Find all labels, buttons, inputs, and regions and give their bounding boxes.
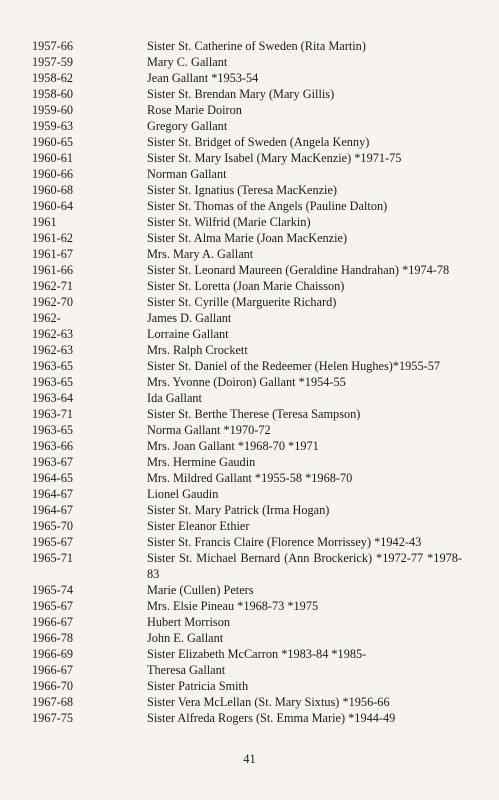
entry-years: 1966-67 [32, 663, 73, 677]
entry-years: 1963-66 [32, 439, 73, 453]
entry-name: Sister St. Daniel of the Redeemer (Helen Hughes)*1955-57 [147, 359, 440, 373]
list-item [32, 646, 462, 662]
entry-name: Mrs. Elsie Pineau *1968-73 *1975 [147, 599, 319, 613]
entry-years: 1957-66 [32, 39, 73, 53]
entry-years: 1960-61 [32, 151, 73, 165]
entry-years: 1957-59 [32, 55, 73, 69]
entry-years: 1963-64 [32, 391, 73, 405]
list-item [32, 406, 462, 422]
list-item [32, 198, 462, 214]
list-item [32, 662, 462, 678]
entry-years: 1962- [32, 311, 61, 325]
entry-name: Sister St. Brendan Mary (Mary Gillis) [147, 87, 335, 101]
entry-name: Mrs. Yvonne (Doiron) Gallant *1954-55 [147, 375, 346, 389]
list-item [32, 118, 462, 134]
entry-name: Sister St. Wilfrid (Marie Clarkin) [147, 215, 311, 229]
entry-years: 1962-70 [32, 295, 73, 309]
entry-name: James D. Gallant [147, 311, 232, 325]
entry-name: Sister Alfreda Rogers (St. Emma Marie) *1944-49 [147, 711, 396, 725]
entry-years: 1961-67 [32, 247, 73, 261]
entry-years: 1961 [32, 215, 57, 229]
entry-name: Sister St. Cyrille (Marguerite Richard) [147, 295, 337, 309]
entry-name: Sister Eleanor Ethier [147, 519, 250, 533]
list-item [32, 38, 462, 54]
entry-name: Rose Marie Doiron [147, 103, 242, 117]
entry-name: Sister Elizabeth McCarron *1983-84 *1985- [147, 647, 367, 661]
entry-years: 1966-67 [32, 615, 73, 629]
list-item [32, 550, 462, 582]
entry-name: Mrs. Mary A. Gallant [147, 247, 254, 261]
list-item [32, 390, 462, 406]
list-item [32, 502, 462, 518]
entry-name: Gregory Gallant [147, 119, 228, 133]
entry-years: 1958-60 [32, 87, 73, 101]
entry-years: 1966-70 [32, 679, 73, 693]
list-item [32, 710, 462, 726]
list-item [32, 230, 462, 246]
entry-name: Mrs. Joan Gallant *1968-70 *1971 [147, 439, 319, 453]
list-item [32, 582, 462, 598]
entry-name: Mrs. Ralph Crockett [147, 343, 248, 357]
entry-years: 1958-62 [32, 71, 73, 85]
entry-name: Sister St. Catherine of Sweden (Rita Martin) [147, 39, 366, 53]
list-item [32, 342, 462, 358]
entry-years: 1965-67 [32, 535, 73, 549]
entry-name: Hubert Morrison [147, 615, 230, 629]
entry-name: Sister St. Alma Marie (Joan MacKenzie) [147, 231, 348, 245]
entry-years: 1962-63 [32, 343, 73, 357]
list-item [32, 262, 462, 278]
entry-name: Mary C. Gallant [147, 55, 228, 69]
entry-name: Norma Gallant *1970-72 [147, 423, 271, 437]
list-item [32, 598, 462, 614]
entry-name: Sister St. Mary Isabel (Mary MacKenzie) *1971-75 [147, 151, 402, 165]
list-item [32, 678, 462, 694]
list-item [32, 518, 462, 534]
entry-years: 1967-75 [32, 711, 73, 725]
list-item [32, 486, 462, 502]
entry-name: Sister St. Berthe Therese (Teresa Sampson) [147, 407, 361, 421]
entry-name: Lionel Gaudin [147, 487, 219, 501]
entry-name: Sister St. Thomas of the Angels (Pauline Dalton) [147, 199, 388, 213]
entry-name: Lorraine Gallant [147, 327, 229, 341]
entry-name: Sister St. Bridget of Sweden (Angela Kenny) [147, 135, 370, 149]
entry-name: Sister St. Leonard Maureen (Geraldine Handrahan) *1974-78 [147, 263, 450, 277]
list-item [32, 310, 462, 326]
list-item [32, 214, 462, 230]
entry-years: 1960-64 [32, 199, 73, 213]
entry-years: 1966-78 [32, 631, 73, 645]
entry-name: Sister Patricia Smith [147, 679, 249, 693]
list-item [32, 422, 462, 438]
entry-years: 1963-65 [32, 423, 73, 437]
entry-name: Sister Vera McLellan (St. Mary Sixtus) *1956-66 [147, 695, 390, 709]
list-item [32, 134, 462, 150]
entry-name: Theresa Gallant [147, 663, 226, 677]
entry-years: 1960-68 [32, 183, 73, 197]
list-item [32, 182, 462, 198]
list-item [32, 278, 462, 294]
entry-name: Sister St. Michael Bernard (Ann Brockerick) *1972-77 *1978-83 [147, 551, 462, 581]
entry-years: 1960-66 [32, 167, 73, 181]
list-item [32, 102, 462, 118]
entry-name: Sister St. Mary Patrick (Irma Hogan) [147, 503, 330, 517]
entry-years: 1961-62 [32, 231, 73, 245]
entry-years: 1962-63 [32, 327, 73, 341]
list-item [32, 438, 462, 454]
page-number: 41 [243, 752, 256, 766]
list-item [32, 694, 462, 710]
entry-years: 1963-65 [32, 375, 73, 389]
entry-years: 1967-68 [32, 695, 73, 709]
entry-name: Mrs. Mildred Gallant *1955-58 *1968-70 [147, 471, 353, 485]
entry-years: 1963-65 [32, 359, 73, 373]
entry-years: 1965-74 [32, 583, 73, 597]
entry-name: Norman Gallant [147, 167, 227, 181]
list-item [32, 374, 462, 390]
list-item [32, 70, 462, 86]
entry-years: 1965-67 [32, 599, 73, 613]
entry-name: John E. Gallant [147, 631, 224, 645]
list-item [32, 454, 462, 470]
list-item [32, 166, 462, 182]
staff-list [32, 38, 462, 726]
list-item [32, 470, 462, 486]
entry-years: 1963-67 [32, 455, 73, 469]
entry-name: Mrs. Hermine Gaudin [147, 455, 256, 469]
entry-years: 1965-71 [32, 551, 73, 565]
entry-name: Marie (Cullen) Peters [147, 583, 254, 597]
list-item [32, 614, 462, 630]
list-item [32, 358, 462, 374]
list-item [32, 54, 462, 70]
entry-years: 1960-65 [32, 135, 73, 149]
entry-name: Jean Gallant *1953-54 [147, 71, 259, 85]
list-item [32, 86, 462, 102]
list-item [32, 326, 462, 342]
entry-years: 1959-60 [32, 103, 73, 117]
entry-name: Ida Gallant [147, 391, 202, 405]
entry-years: 1964-65 [32, 471, 73, 485]
list-item [32, 150, 462, 166]
list-item [32, 534, 462, 550]
entry-years: 1962-71 [32, 279, 73, 293]
entry-name: Sister St. Loretta (Joan Marie Chaisson) [147, 279, 345, 293]
list-item [32, 294, 462, 310]
list-item [32, 630, 462, 646]
entry-years: 1959-63 [32, 119, 73, 133]
entry-years: 1961-66 [32, 263, 73, 277]
list-item [32, 246, 462, 262]
entry-years: 1964-67 [32, 503, 73, 517]
entry-years: 1966-69 [32, 647, 73, 661]
entry-name: Sister St. Francis Claire (Florence Morrissey) *1942-43 [147, 535, 422, 549]
entry-years: 1963-71 [32, 407, 73, 421]
entry-years: 1964-67 [32, 487, 73, 501]
entry-name: Sister St. Ignatius (Teresa MacKenzie) [147, 183, 338, 197]
entry-years: 1965-70 [32, 519, 73, 533]
